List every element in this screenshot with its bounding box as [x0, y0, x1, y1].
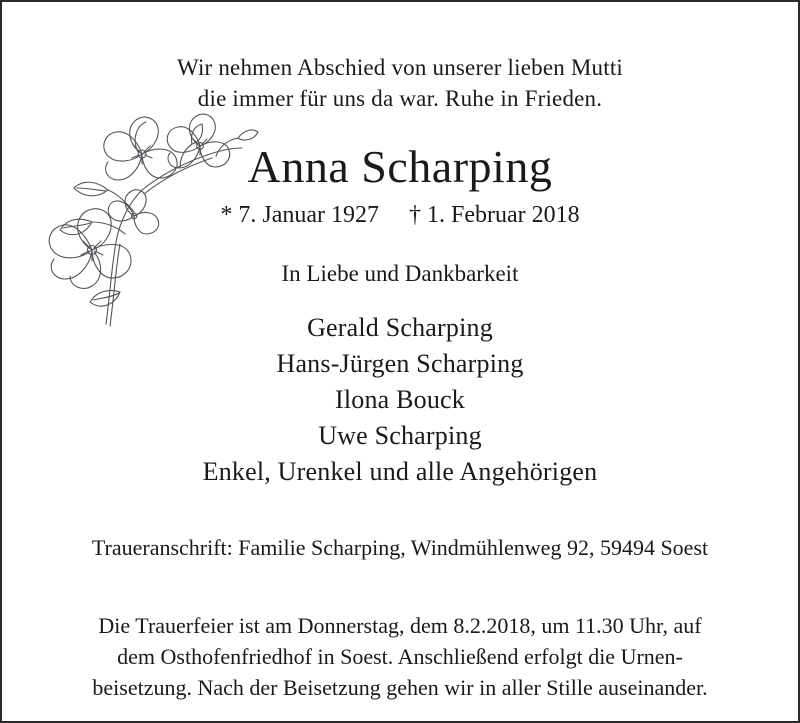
intro-line-1: Wir nehmen Abschied von unserer lieben Mutti — [176, 55, 624, 80]
birth-date: * 7. Januar 1927 — [220, 202, 379, 228]
deceased-name: Anna Scharping — [247, 141, 553, 192]
list-item: Uwe Scharping — [318, 421, 482, 450]
list-item: Enkel, Urenkel und alle Angehörigen — [202, 457, 598, 486]
survivors-list — [42, 310, 758, 490]
ceremony-line-3: beisetzung. Nach der Beisetzung gehen wir in aller Stille auseinander. — [92, 675, 708, 700]
intro-line-2: die immer für uns da war. Ruhe in Frieden. — [197, 86, 603, 111]
life-dates — [42, 200, 758, 230]
ceremony-line-2: dem Osthofenfriedhof in Soest. Anschließend erfolgt die Urnen- — [117, 644, 683, 669]
mourning-address: Traueranschrift: Familie Scharping, Windmühlenweg 92, 59494 Soest — [91, 535, 709, 560]
death-date: † 1. Februar 2018 — [409, 202, 580, 228]
ceremony-details — [42, 610, 758, 703]
intro-text — [42, 52, 758, 114]
list-item: Hans-Jürgen Scharping — [276, 349, 524, 378]
dedication-text: In Liebe und Dankbarkeit — [281, 261, 519, 286]
list-item: Ilona Bouck — [334, 385, 465, 414]
list-item: Gerald Scharping — [307, 313, 493, 342]
ceremony-line-1: Die Trauerfeier ist am Donnerstag, dem 8.2.2018, um 11.30 Uhr, auf — [98, 613, 702, 638]
